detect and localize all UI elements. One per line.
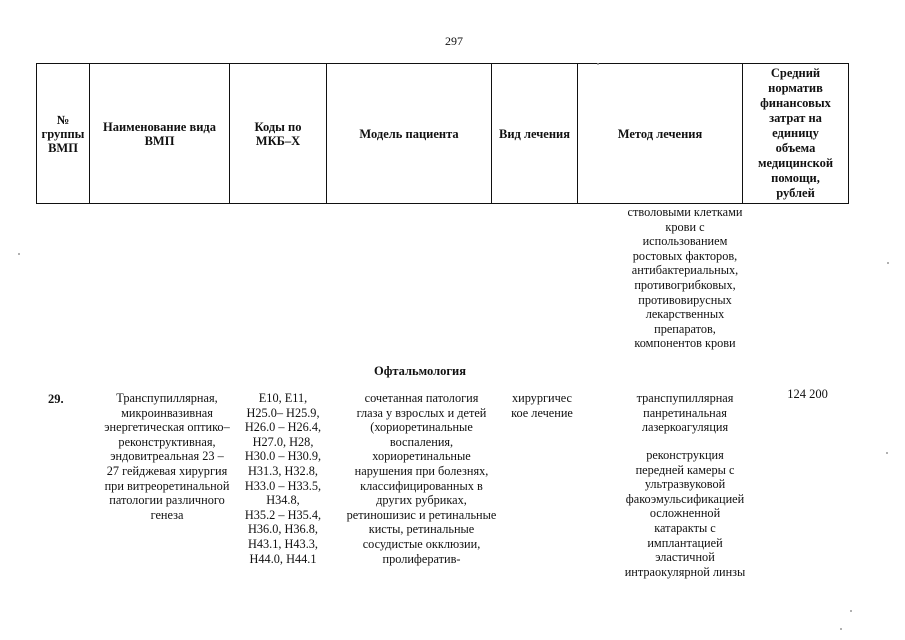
scan-speck: [886, 452, 888, 454]
header-treatment-type: Вид лечения: [492, 64, 578, 204]
continuation-method-text: стволовыми клетками крови с использованием ростовых факторов, антибактериальных, противогрибковых, противовирусных лекарственных препаратов, компонентов крови: [627, 205, 743, 351]
header-patient-model: Модель пациента: [327, 64, 492, 204]
row-method-1: транспупиллярная панретинальная лазеркоагуляция: [636, 391, 734, 435]
row-treatment-type: хирургичес кое лечение: [511, 391, 573, 420]
scan-speck: [840, 628, 842, 630]
row-vmp-name: Транспупиллярная, микроинвазивная энергетическая оптико– реконструктивная, эндовитреальная 23 – 27 гейджевая хирургия при витреоретинальной патологии различного генеза: [104, 391, 230, 522]
row-method-2: реконструкция передней камеры с ультразвуковой факоэмульсификацией осложненной катаракты с имплантацией эластичной интраокулярной линзы: [624, 448, 746, 579]
header-table: [36, 63, 849, 204]
row-avg-cost: 124 200: [787, 387, 828, 401]
section-title: Офтальмология: [374, 364, 466, 378]
header-icd-codes: Коды по МКБ–Х: [230, 64, 327, 204]
header-group-no: № группы ВМП: [37, 64, 90, 204]
scan-speck: [18, 253, 20, 255]
header-treatment-method: Метод лечения: [578, 64, 743, 204]
row-patient-model: сочетанная патология глаза у взрослых и детей (хориоретинальные воспаления, хориоретинальные нарушения при болезнях, классифицированных в других рубриках, ретиношизис и ретинальные кисты, ретинальные сосудистые окклюзии, пролифератив-: [346, 391, 497, 566]
row-number: 29.: [48, 392, 64, 406]
page-number: 297: [445, 34, 463, 48]
header-vmp-name: Наименование вида ВМП: [90, 64, 230, 204]
scan-speck: [597, 63, 599, 65]
row-icd-codes: E10, E11, H25.0– H25.9, H26.0 – H26.4, H27.0, H28, H30.0 – H30.9, H31.3, H32.8, H33.0 – H33.5, H34.8, H35.2 – H35.4, H36.0, H36.8, H43.1, H43.3, H44.0, H44.1: [244, 391, 322, 566]
scan-speck: [887, 262, 889, 264]
header-avg-cost: Средний норматив финансовых затрат на единицу объема медицинской помощи, рублей: [743, 64, 849, 204]
scan-speck: [850, 610, 852, 612]
